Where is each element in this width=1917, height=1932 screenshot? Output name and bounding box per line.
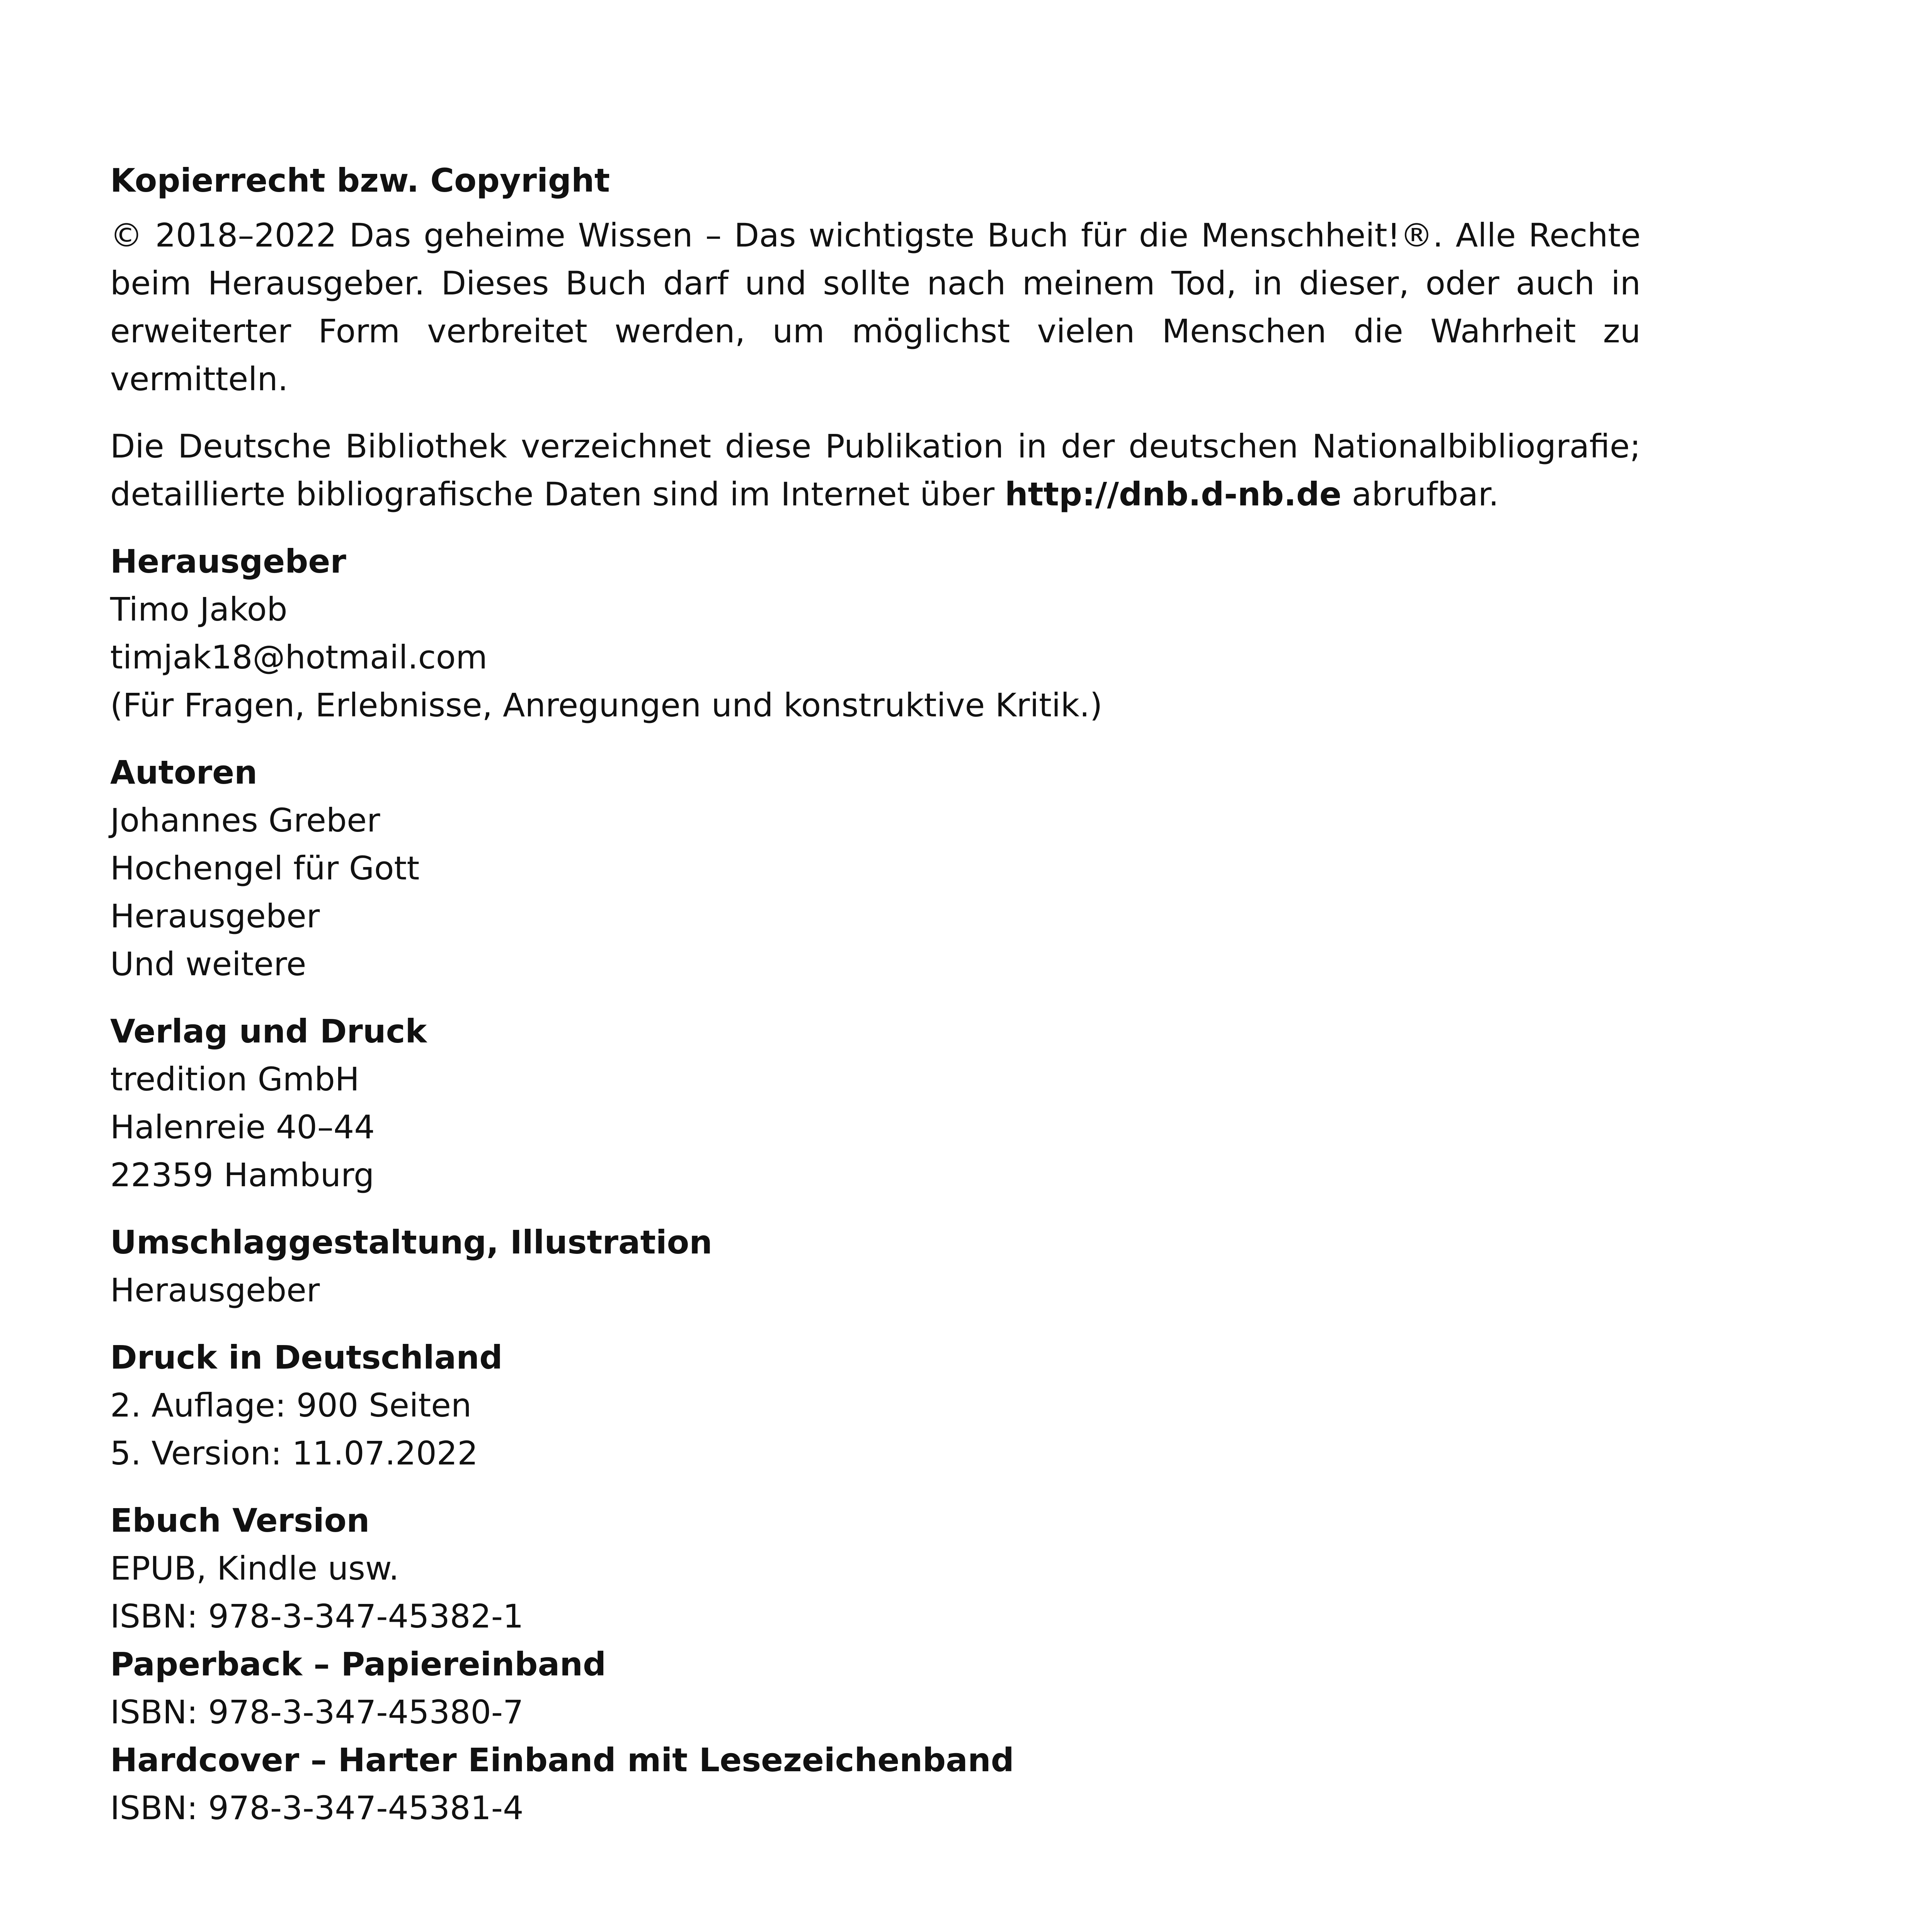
imprint-content [110,156,1641,1832]
publisher-section [110,537,1641,729]
publisher-note: (Für Fragen, Erlebnisse, Anregungen und konstruktive Kritik.) [110,686,1103,724]
ebook-heading: Ebuch Version [110,1502,370,1539]
copyright-heading: Kopierrecht bzw. Copyright [110,162,610,199]
cover-section [110,1218,1641,1314]
print-de-heading: Druck in Deutschland [110,1338,503,1376]
ebook-isbn: ISBN: 978-3-347-45382-1 [110,1597,524,1635]
printing-street: Halenreie 40–44 [110,1108,375,1146]
dnb-link[interactable]: http://dnb.d-nb.de [1004,475,1342,513]
authors-section [110,748,1641,988]
dnb-text-after: abrufbar. [1341,475,1499,513]
hardcover-isbn: ISBN: 978-3-347-45381-4 [110,1789,524,1827]
hardcover-heading: Hardcover – Harter Einband mit Lesezeichenband [110,1741,1014,1779]
print-de-section [110,1333,1641,1477]
publisher-email[interactable]: timjak18@hotmail.com [110,638,488,676]
printing-heading: Verlag und Druck [110,1012,427,1050]
copyright-paragraph: © 2018–2022 Das geheime Wissen – Das wichtigste Buch für die Menschheit!®. Alle Rechte beim Herausgeber. Dieses Buch darf und sollte nach meinem Tod, in dieser, oder auch in erweiterter Form verbreitet werden, um möglichst vielen Menschen die Wahrheit zu vermitteln. [110,216,1641,398]
author-item: Hochengel für Gott [110,849,420,887]
printing-company: tredition GmbH [110,1060,359,1098]
paperback-heading: Paperback – Papiereinband [110,1645,606,1683]
printing-city: 22359 Hamburg [110,1156,375,1194]
cover-heading: Umschlaggestaltung, Illustration [110,1223,713,1261]
cover-value: Herausgeber [110,1271,320,1309]
dnb-paragraph [110,422,1641,518]
paperback-isbn: ISBN: 978-3-347-45380-7 [110,1693,524,1731]
author-item: Herausgeber [110,897,320,935]
authors-heading: Autoren [110,753,257,791]
copyright-section [110,156,1641,518]
print-de-version: 5. Version: 11.07.2022 [110,1434,478,1472]
author-item: Johannes Greber [110,801,380,839]
author-item: Und weitere [110,945,306,983]
printing-section [110,1007,1641,1199]
publisher-heading: Herausgeber [110,543,346,580]
ebook-formats: EPUB, Kindle usw. [110,1549,399,1587]
publisher-name: Timo Jakob [110,590,288,628]
editions-section [110,1497,1641,1832]
print-de-edition: 2. Auflage: 900 Seiten [110,1386,472,1424]
dnb-text-before: Die Deutsche Bibliothek verzeichnet diese Publikation in der deutschen Nationalbibliografie; detaillierte bibliografische Daten sind im Internet über [110,427,1641,513]
